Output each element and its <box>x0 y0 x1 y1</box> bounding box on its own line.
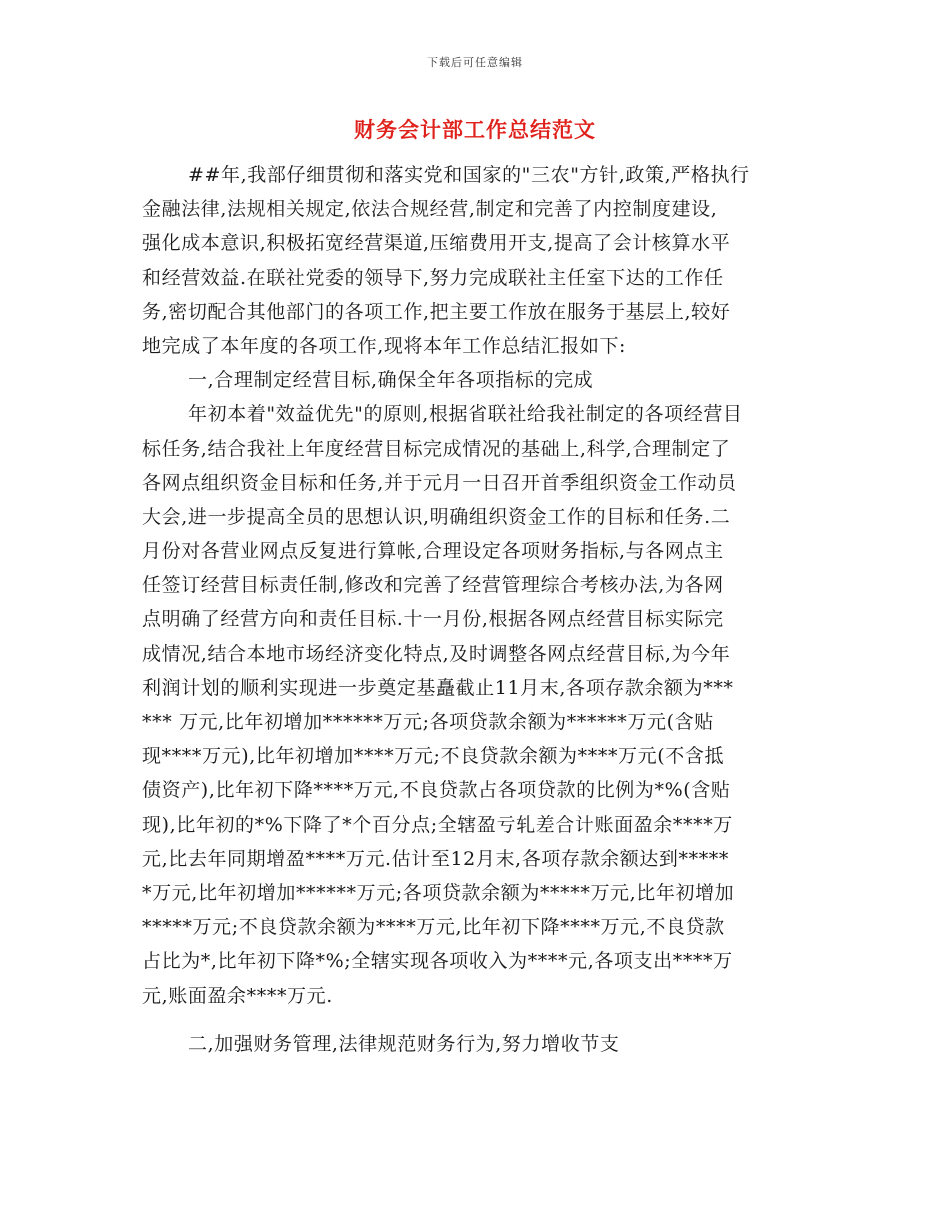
paragraph-line: 标任务,结合我社上年度经营目标完成情况的基础上,科学,合理制定了 <box>142 437 731 460</box>
paragraph-line: 点明确了经营方向和责任目标.十一月份,根据各网点经营目标实际完 <box>142 608 724 631</box>
body-text <box>142 158 806 1061</box>
paragraph-line: 债资产),比年初下降****万元,不良贷款占各项贷款的比例为*%(含贴 <box>142 779 731 802</box>
paragraph-line: *万元,比年初增加******万元;各项贷款余额为*****万元,比年初增加 <box>142 881 735 904</box>
paragraph-line: 现),比年初的*%下降了*个百分点;全辖盈亏轧差合计账面盈余****万 <box>142 813 733 836</box>
paragraph-line: 强化成本意识,积极拓宽经营渠道,压缩费用开支,提高了会计核算水平 <box>142 232 731 255</box>
paragraph-line: 利润计划的顺利实现进一步奠定基矗截止11月末,各项存款余额为*** <box>142 676 734 699</box>
paragraph-line: 占比为*,比年初下降*%;全辖实现各项收入为****元,各项支出****万 <box>142 950 733 973</box>
paragraph-line: 年初本着"效益优先"的原则,根据省联社给我社制定的各项经营目 <box>188 403 743 426</box>
paragraph-gap <box>142 1013 806 1027</box>
paragraph-line: 现****万元),比年初增加****万元;不良贷款余额为****万元(不含抵 <box>142 745 725 768</box>
paragraph-line: 任签订经营目标责任制,修改和完善了经营管理综合考核办法,为各网 <box>142 574 724 597</box>
paragraph-line: 地完成了本年度的各项工作,现将本年工作总结汇报如下: <box>142 334 627 357</box>
paragraph-line: *** 万元,比年初增加******万元;各项贷款余额为******万元(含贴 <box>142 711 714 733</box>
document-title: 财务会计部工作总结范文 <box>354 117 596 142</box>
paragraph-line: *****万元;不良贷款余额为****万元,比年初下降****万元,不良贷款 <box>142 916 725 939</box>
section-heading: 二,加强财务管理,法律规范财务行为,努力增收节支 <box>188 1032 620 1055</box>
paragraph-line: 务,密切配合其他部门的各项工作,把主要工作放在服务于基层上,较好 <box>142 300 731 323</box>
header-note: 下载后可任意编辑 <box>427 56 523 69</box>
section-heading: 一,合理制定经营目标,确保全年各项指标的完成 <box>188 369 594 392</box>
paragraph-line: 成情况,结合本地市场经济变化特点,及时调整各网点经营目标,为今年 <box>142 642 731 665</box>
paragraph-line: 金融法律,法规相关规定,依法合规经营,制定和完善了内控制度建设, <box>142 198 718 221</box>
paragraph-line: 大会,进一步提高全员的思想认识,明确组织资金工作的目标和任务.二 <box>142 505 731 528</box>
paragraph-line: 和经营效益.在联社党委的领导下,努力完成联社主任室下达的工作任 <box>142 266 724 289</box>
paragraph-line: 月份对各营业网点反复进行算帐,合理设定各项财务指标,与各网点主 <box>142 540 724 563</box>
paragraph-line: 元,账面盈余****万元. <box>142 984 333 1007</box>
paragraph-line: 元,比去年同期增盈****万元.估计至12月末,各项存款余额达到***** <box>142 847 729 870</box>
paragraph-line: 各网点组织资金目标和任务,并于元月一日召开首季组织资金工作动员 <box>142 471 737 494</box>
paragraph-line: ##年,我部仔细贯彻和落实党和国家的"三农"方针,政策,严格执行 <box>188 164 750 186</box>
